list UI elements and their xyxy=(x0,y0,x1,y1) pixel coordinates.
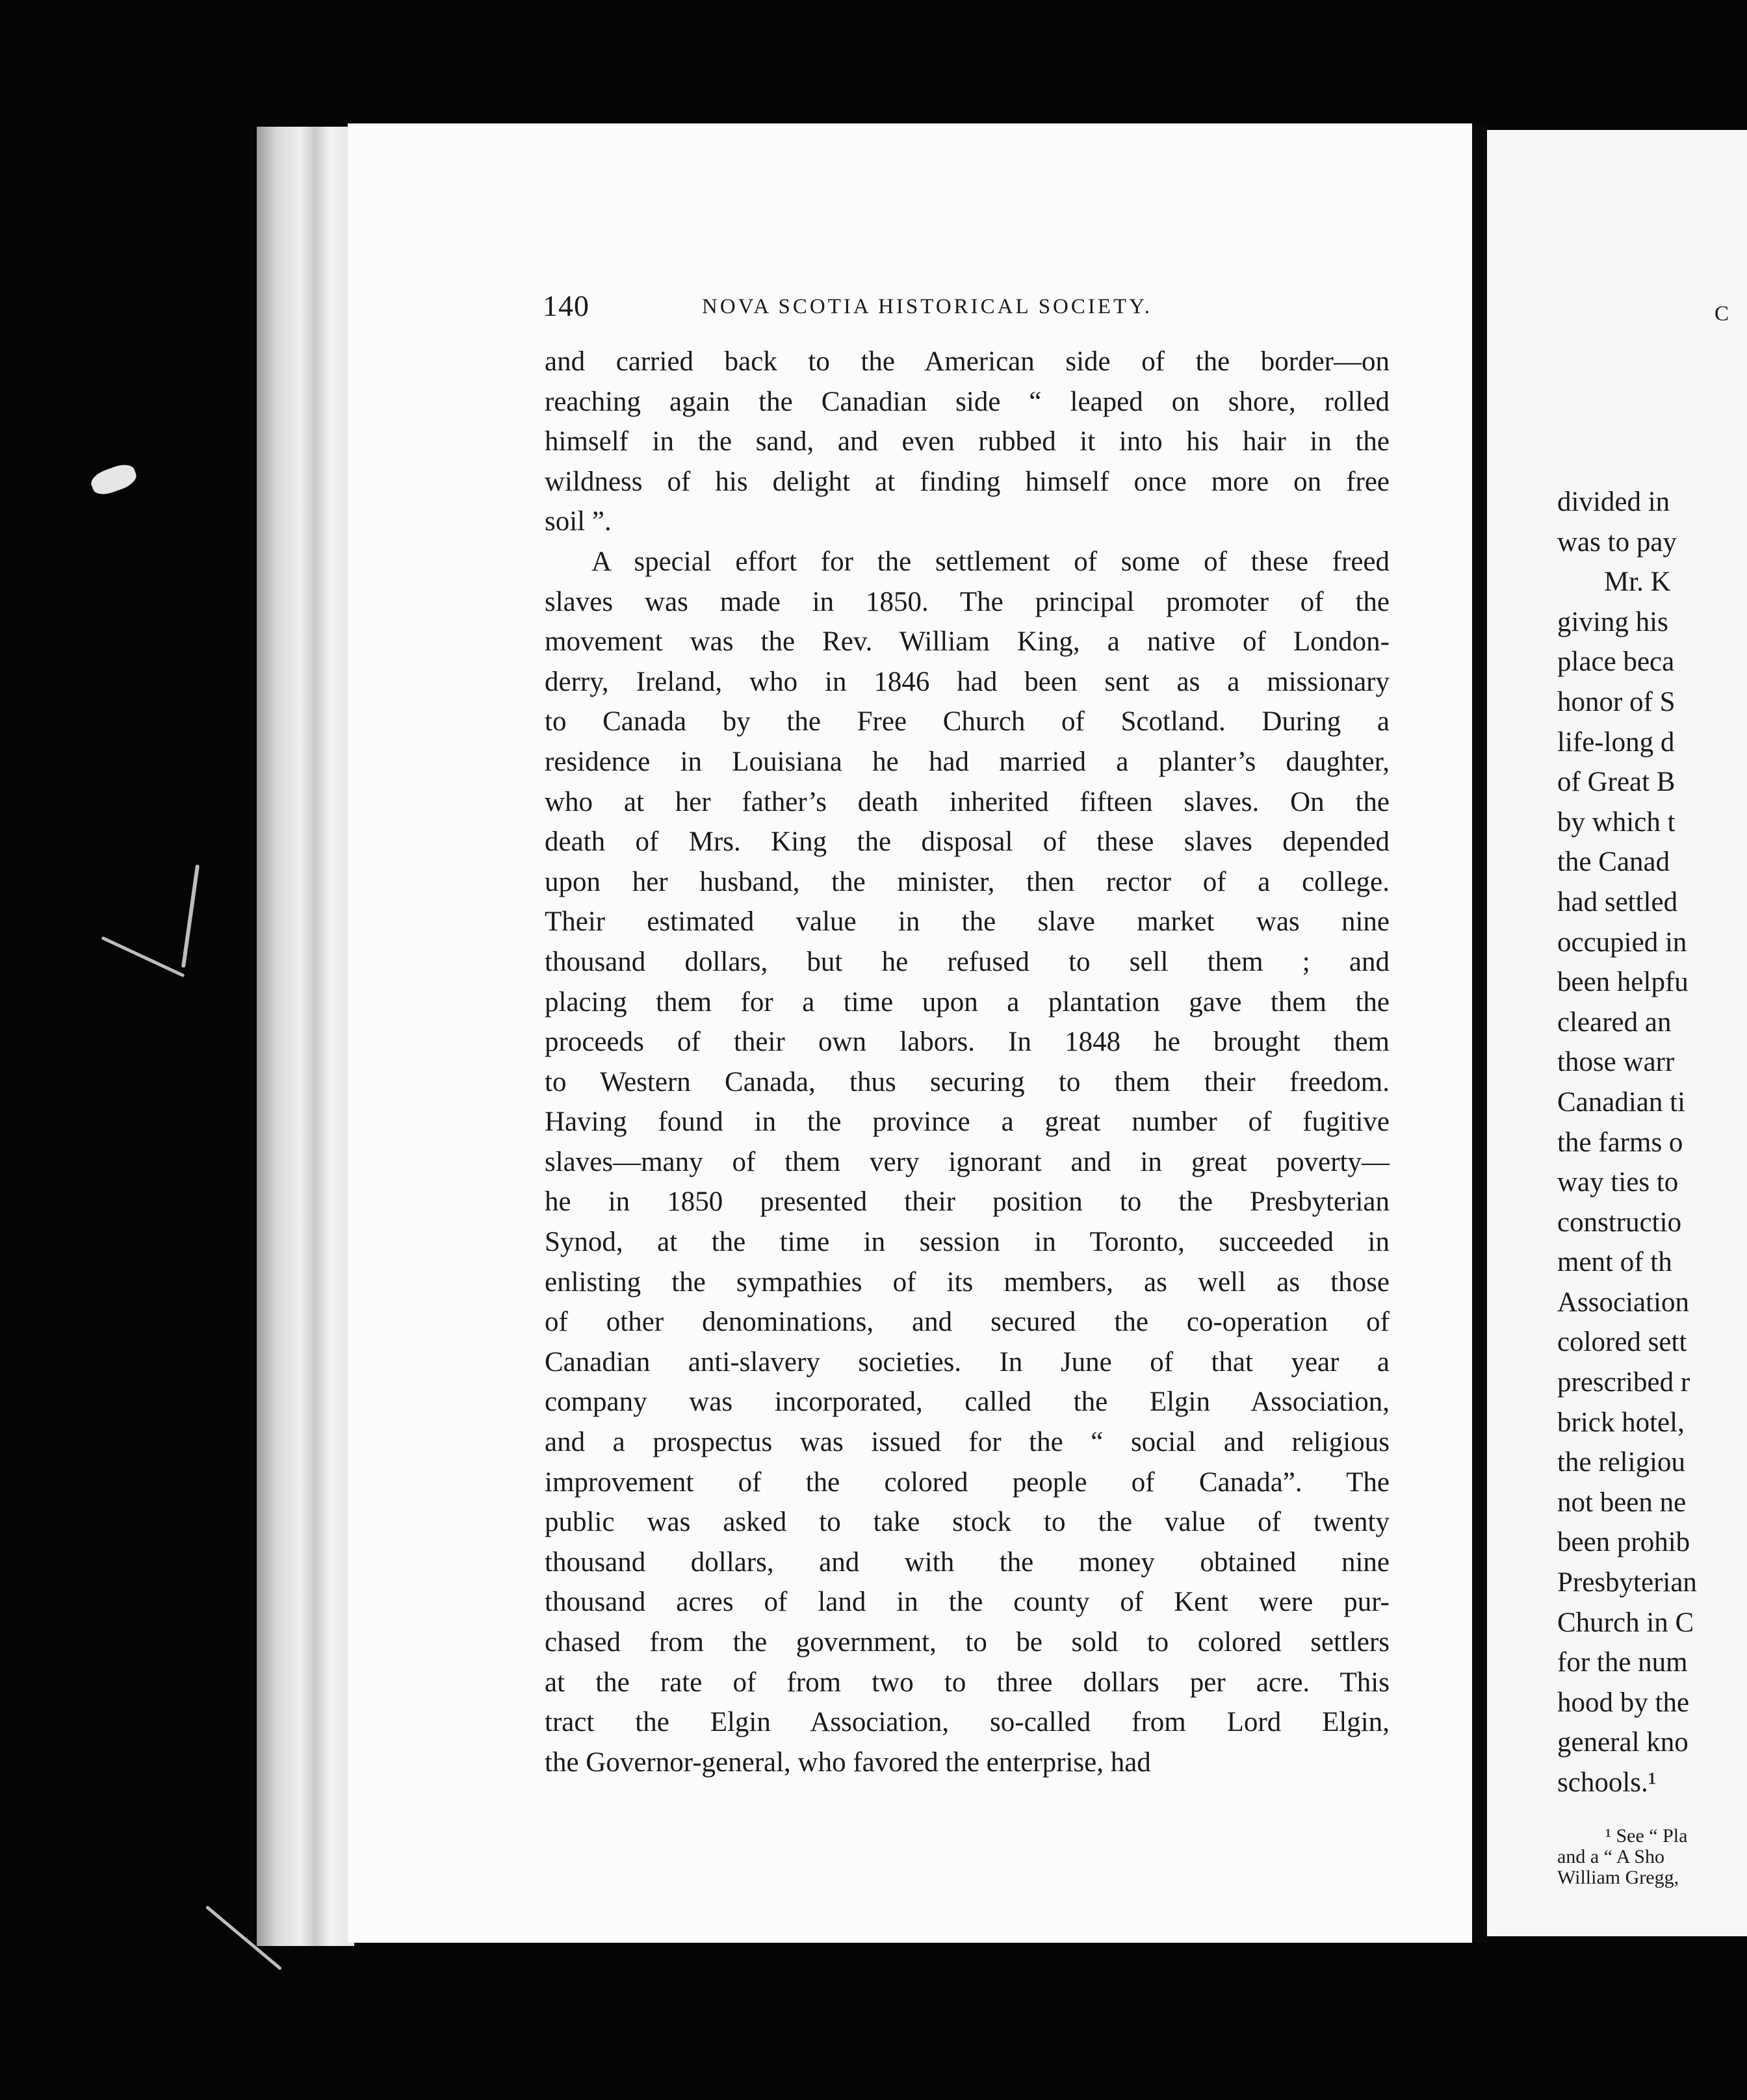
footnote-line: and a “ A Sho xyxy=(1557,1846,1664,1867)
text-line: wildness of his delight at finding himself once more on free xyxy=(545,466,1390,497)
text-line: he in 1850 presented their position to the Presbyterian xyxy=(545,1186,1390,1218)
book-gutter xyxy=(1472,123,1488,1943)
text-line: to Canada by the Free Church of Scotland. During a xyxy=(545,706,1390,737)
text-line: chased from the government, to be sold to colored settlers xyxy=(545,1627,1390,1658)
text-line: residence in Louisiana he had married a planter’s daughter, xyxy=(545,746,1390,777)
text-line: constructio xyxy=(1557,1207,1682,1238)
text-line: general kno xyxy=(1557,1727,1689,1758)
text-line: tract the Elgin Association, so-called from Lord Elgin, xyxy=(545,1707,1390,1738)
text-line: at the rate of from two to three dollars per acre. This xyxy=(545,1667,1390,1698)
text-line: slaves was made in 1850. The principal promoter of the xyxy=(545,586,1390,617)
text-line: A special effort for the settlement of some of these freed xyxy=(591,546,1390,577)
text-line: for the num xyxy=(1557,1647,1688,1678)
text-line: brick hotel, xyxy=(1557,1407,1685,1438)
running-head xyxy=(543,288,1453,334)
text-line: thousand dollars, but he refused to sell them ; and xyxy=(545,946,1390,977)
text-line: honor of S xyxy=(1557,686,1676,717)
text-line: the religiou xyxy=(1557,1447,1686,1478)
text-line: proceeds of their own labors. In 1848 he brought them xyxy=(545,1027,1390,1058)
running-head-fragment: C xyxy=(1715,302,1729,326)
text-line: was to pay xyxy=(1557,526,1677,557)
text-line: hood by the xyxy=(1557,1687,1690,1718)
text-line: way ties to xyxy=(1557,1167,1679,1198)
text-line: by which t xyxy=(1557,806,1676,838)
text-line: the farms o xyxy=(1557,1127,1683,1158)
text-line: those warr xyxy=(1557,1047,1675,1078)
text-line: thousand acres of land in the county of Kent were pur- xyxy=(545,1587,1390,1618)
right-page-footnote xyxy=(1557,1826,1746,1888)
text-line: who at her father’s death inherited fifteen slaves. On the xyxy=(545,786,1390,817)
footnote-line: William Gregg, xyxy=(1557,1867,1679,1888)
right-page xyxy=(1487,130,1747,1936)
text-line: of other denominations, and secured the co-operation of xyxy=(545,1307,1390,1338)
text-line: schools.¹ xyxy=(1557,1767,1657,1798)
text-line: himself in the sand, and even rubbed it into his hair in the xyxy=(545,426,1390,457)
running-head-title: NOVA SCOTIA HISTORICAL SOCIETY. xyxy=(702,295,1153,318)
text-line: the Governor-general, who favored the enterprise, had xyxy=(545,1747,1151,1778)
text-line: colored sett xyxy=(1557,1327,1687,1358)
text-line: Having found in the province a great number of fugitive xyxy=(545,1107,1390,1138)
lint-fiber xyxy=(181,864,200,967)
text-line: Presbyterian xyxy=(1557,1567,1697,1598)
text-line: soil ”. xyxy=(545,506,612,537)
text-line: public was asked to take stock to the value of twenty xyxy=(545,1507,1390,1538)
text-line: Canadian ti xyxy=(1557,1086,1686,1118)
text-line: upon her husband, the minister, then rector of a college. xyxy=(545,866,1390,897)
footnote-line: ¹ See “ Pla xyxy=(1605,1825,1688,1847)
text-line: movement was the Rev. William King, a native of London- xyxy=(545,626,1390,658)
text-line: cleared an xyxy=(1557,1006,1672,1038)
text-line: place beca xyxy=(1557,647,1675,678)
text-line: placing them for a time upon a plantation gave them the xyxy=(545,986,1390,1018)
body-text xyxy=(545,342,1390,1782)
text-line: thousand dollars, and with the money obtained nine xyxy=(545,1546,1390,1578)
text-line: the Canad xyxy=(1557,847,1670,878)
text-line: and a prospectus was issued for the “ social and religious xyxy=(545,1427,1390,1458)
text-line: derry, Ireland, who in 1846 had been sent as a missionary xyxy=(545,666,1390,697)
page-stack-edge xyxy=(257,127,354,1946)
text-line: life-long d xyxy=(1557,726,1675,758)
text-line: divided in xyxy=(1557,487,1670,517)
page-number: 140 xyxy=(543,289,589,322)
text-line: been helpfu xyxy=(1557,967,1689,998)
text-line: not been ne xyxy=(1557,1487,1687,1518)
text-line: and carried back to the American side of the border—on xyxy=(545,346,1390,377)
text-line: slaves—many of them very ignorant and in great poverty— xyxy=(545,1146,1390,1177)
text-line: company was incorporated, called the Elgin Association, xyxy=(545,1387,1390,1418)
text-line: death of Mrs. King the disposal of these slaves depended xyxy=(545,826,1390,858)
text-line: of Great B xyxy=(1557,767,1676,798)
text-line: prescribed r xyxy=(1557,1367,1690,1398)
text-line: to Western Canada, thus securing to them their freedom. xyxy=(545,1066,1390,1097)
right-page-text xyxy=(1557,482,1746,1803)
text-line: been prohib xyxy=(1557,1527,1690,1558)
text-line: giving his xyxy=(1557,606,1668,637)
text-line: Mr. K xyxy=(1604,567,1671,598)
lint-fiber xyxy=(101,936,185,978)
text-line: Church in C xyxy=(1557,1607,1694,1638)
text-line: improvement of the colored people of Canada”. The xyxy=(545,1466,1390,1498)
text-line: enlisting the sympathies of its members, as well as those xyxy=(545,1266,1390,1298)
text-line: ment of th xyxy=(1557,1247,1672,1278)
left-page xyxy=(348,123,1475,1943)
text-line: Canadian anti-slavery societies. In June of that year a xyxy=(545,1346,1390,1377)
lint-speck xyxy=(88,461,139,498)
text-line: Synod, at the time in session in Toronto, succeeded in xyxy=(545,1227,1390,1258)
text-line: reaching again the Canadian side “ leaped on shore, rolled xyxy=(545,386,1390,417)
text-line: Association xyxy=(1557,1287,1690,1318)
text-line: had settled xyxy=(1557,886,1678,917)
text-line: occupied in xyxy=(1557,927,1687,958)
text-line: Their estimated value in the slave market was nine xyxy=(545,906,1390,938)
